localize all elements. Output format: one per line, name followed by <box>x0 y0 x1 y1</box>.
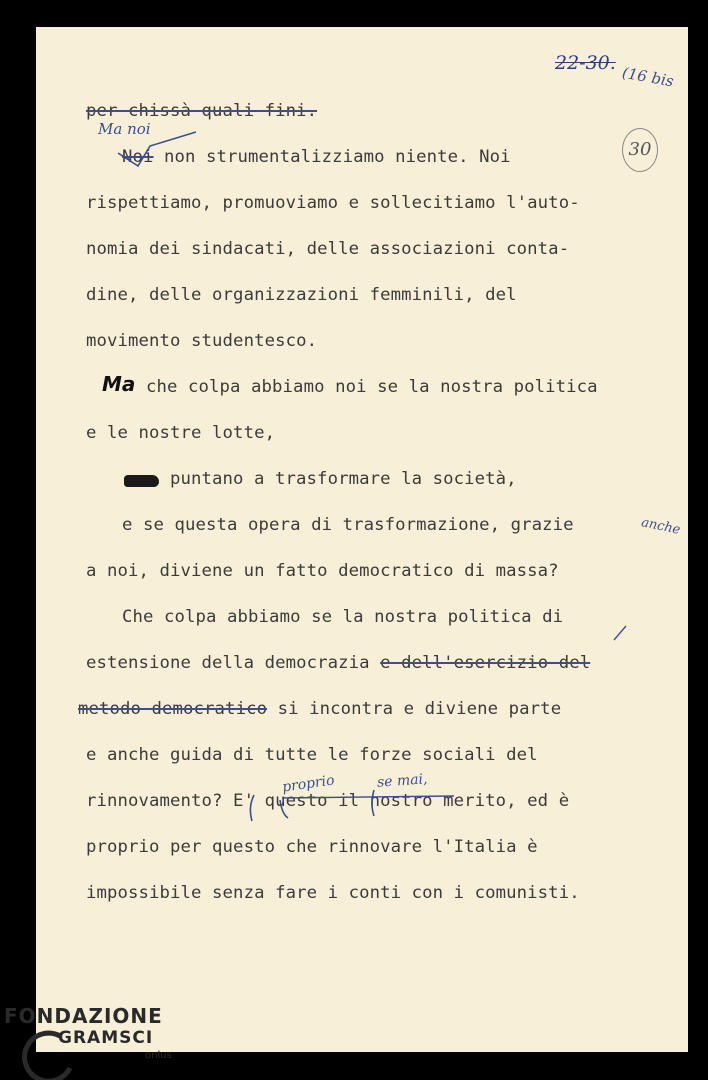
typed-text: che colpa abbiamo noi se la nostra politica <box>146 377 598 397</box>
typed-line <box>78 699 561 719</box>
typed-line <box>86 239 569 259</box>
typed-line <box>170 469 517 489</box>
typed-line <box>86 193 580 213</box>
typed-line <box>122 515 574 535</box>
typed-text: non strumentalizziamo niente. Noi <box>153 147 511 167</box>
typed-text: impossibile senza fare i conti con i comunisti. <box>86 883 580 903</box>
ink-blot <box>124 475 159 487</box>
typed-line <box>86 837 538 857</box>
handwritten-insert-anche: anche <box>639 515 682 538</box>
handwritten-ref-note: (16 bis <box>620 63 675 91</box>
typed-text: a noi, diviene un fatto democratico di massa? <box>86 561 559 581</box>
typed-text: e le nostre lotte, <box>86 423 276 443</box>
typed-text: puntano a trasformare la società, <box>170 469 517 489</box>
typed-line <box>86 653 590 673</box>
typed-text: e anche guida di tutte le forze sociali del <box>86 745 538 765</box>
typed-line <box>86 883 580 903</box>
typed-line <box>86 285 517 305</box>
watermark-line2: GRAMSCI <box>58 1028 154 1048</box>
typed-text: movimento studentesco. <box>86 331 318 351</box>
typed-line <box>86 745 538 765</box>
struck-text: metodo democratico <box>78 699 268 719</box>
handwritten-insert-ma-noi: Ma noi <box>98 120 151 138</box>
typed-line <box>122 607 563 627</box>
typed-text: e se questa opera di trasformazione, grazie <box>122 515 574 535</box>
typed-text: si incontra e diviene parte <box>267 699 562 719</box>
struck-text: per chissà quali fini. <box>86 101 318 121</box>
handwritten-insert-se-mai: se mai, <box>376 771 428 791</box>
typed-line <box>86 791 569 811</box>
page-number-circle: 30 <box>622 128 658 172</box>
typed-line <box>86 423 275 443</box>
handwritten-insert-proprio: proprio <box>281 772 336 796</box>
typed-line <box>86 331 317 351</box>
typed-line <box>146 377 598 397</box>
typed-line <box>86 561 559 581</box>
watermark-line3: onlus <box>145 1050 172 1061</box>
marker-insert-ma: Ma <box>102 372 136 396</box>
typed-text: proprio per questo che rinnovare l'Italia è <box>86 837 538 857</box>
handwritten-ref-struck: 22-30. <box>555 52 616 74</box>
typed-text: nomia dei sindacati, delle associazioni conta- <box>86 239 570 259</box>
typed-line <box>86 101 317 121</box>
struck-text: e dell'esercizio del <box>380 653 591 673</box>
typed-text: dine, delle organizzazioni femminili, del <box>86 285 517 305</box>
typed-text: Che colpa abbiamo se la nostra politica di <box>122 607 564 627</box>
typed-text: estensione della democrazia <box>86 653 381 673</box>
typed-line <box>122 147 511 167</box>
typed-text: rispettiamo, promuoviamo e sollecitiamo l'auto- <box>86 193 580 213</box>
struck-text: Noi <box>122 147 154 167</box>
typed-text: rinnovamento? E' questo il nostro merito, ed è <box>86 791 570 811</box>
watermark-line1: FONDAZIONE <box>4 1004 163 1028</box>
